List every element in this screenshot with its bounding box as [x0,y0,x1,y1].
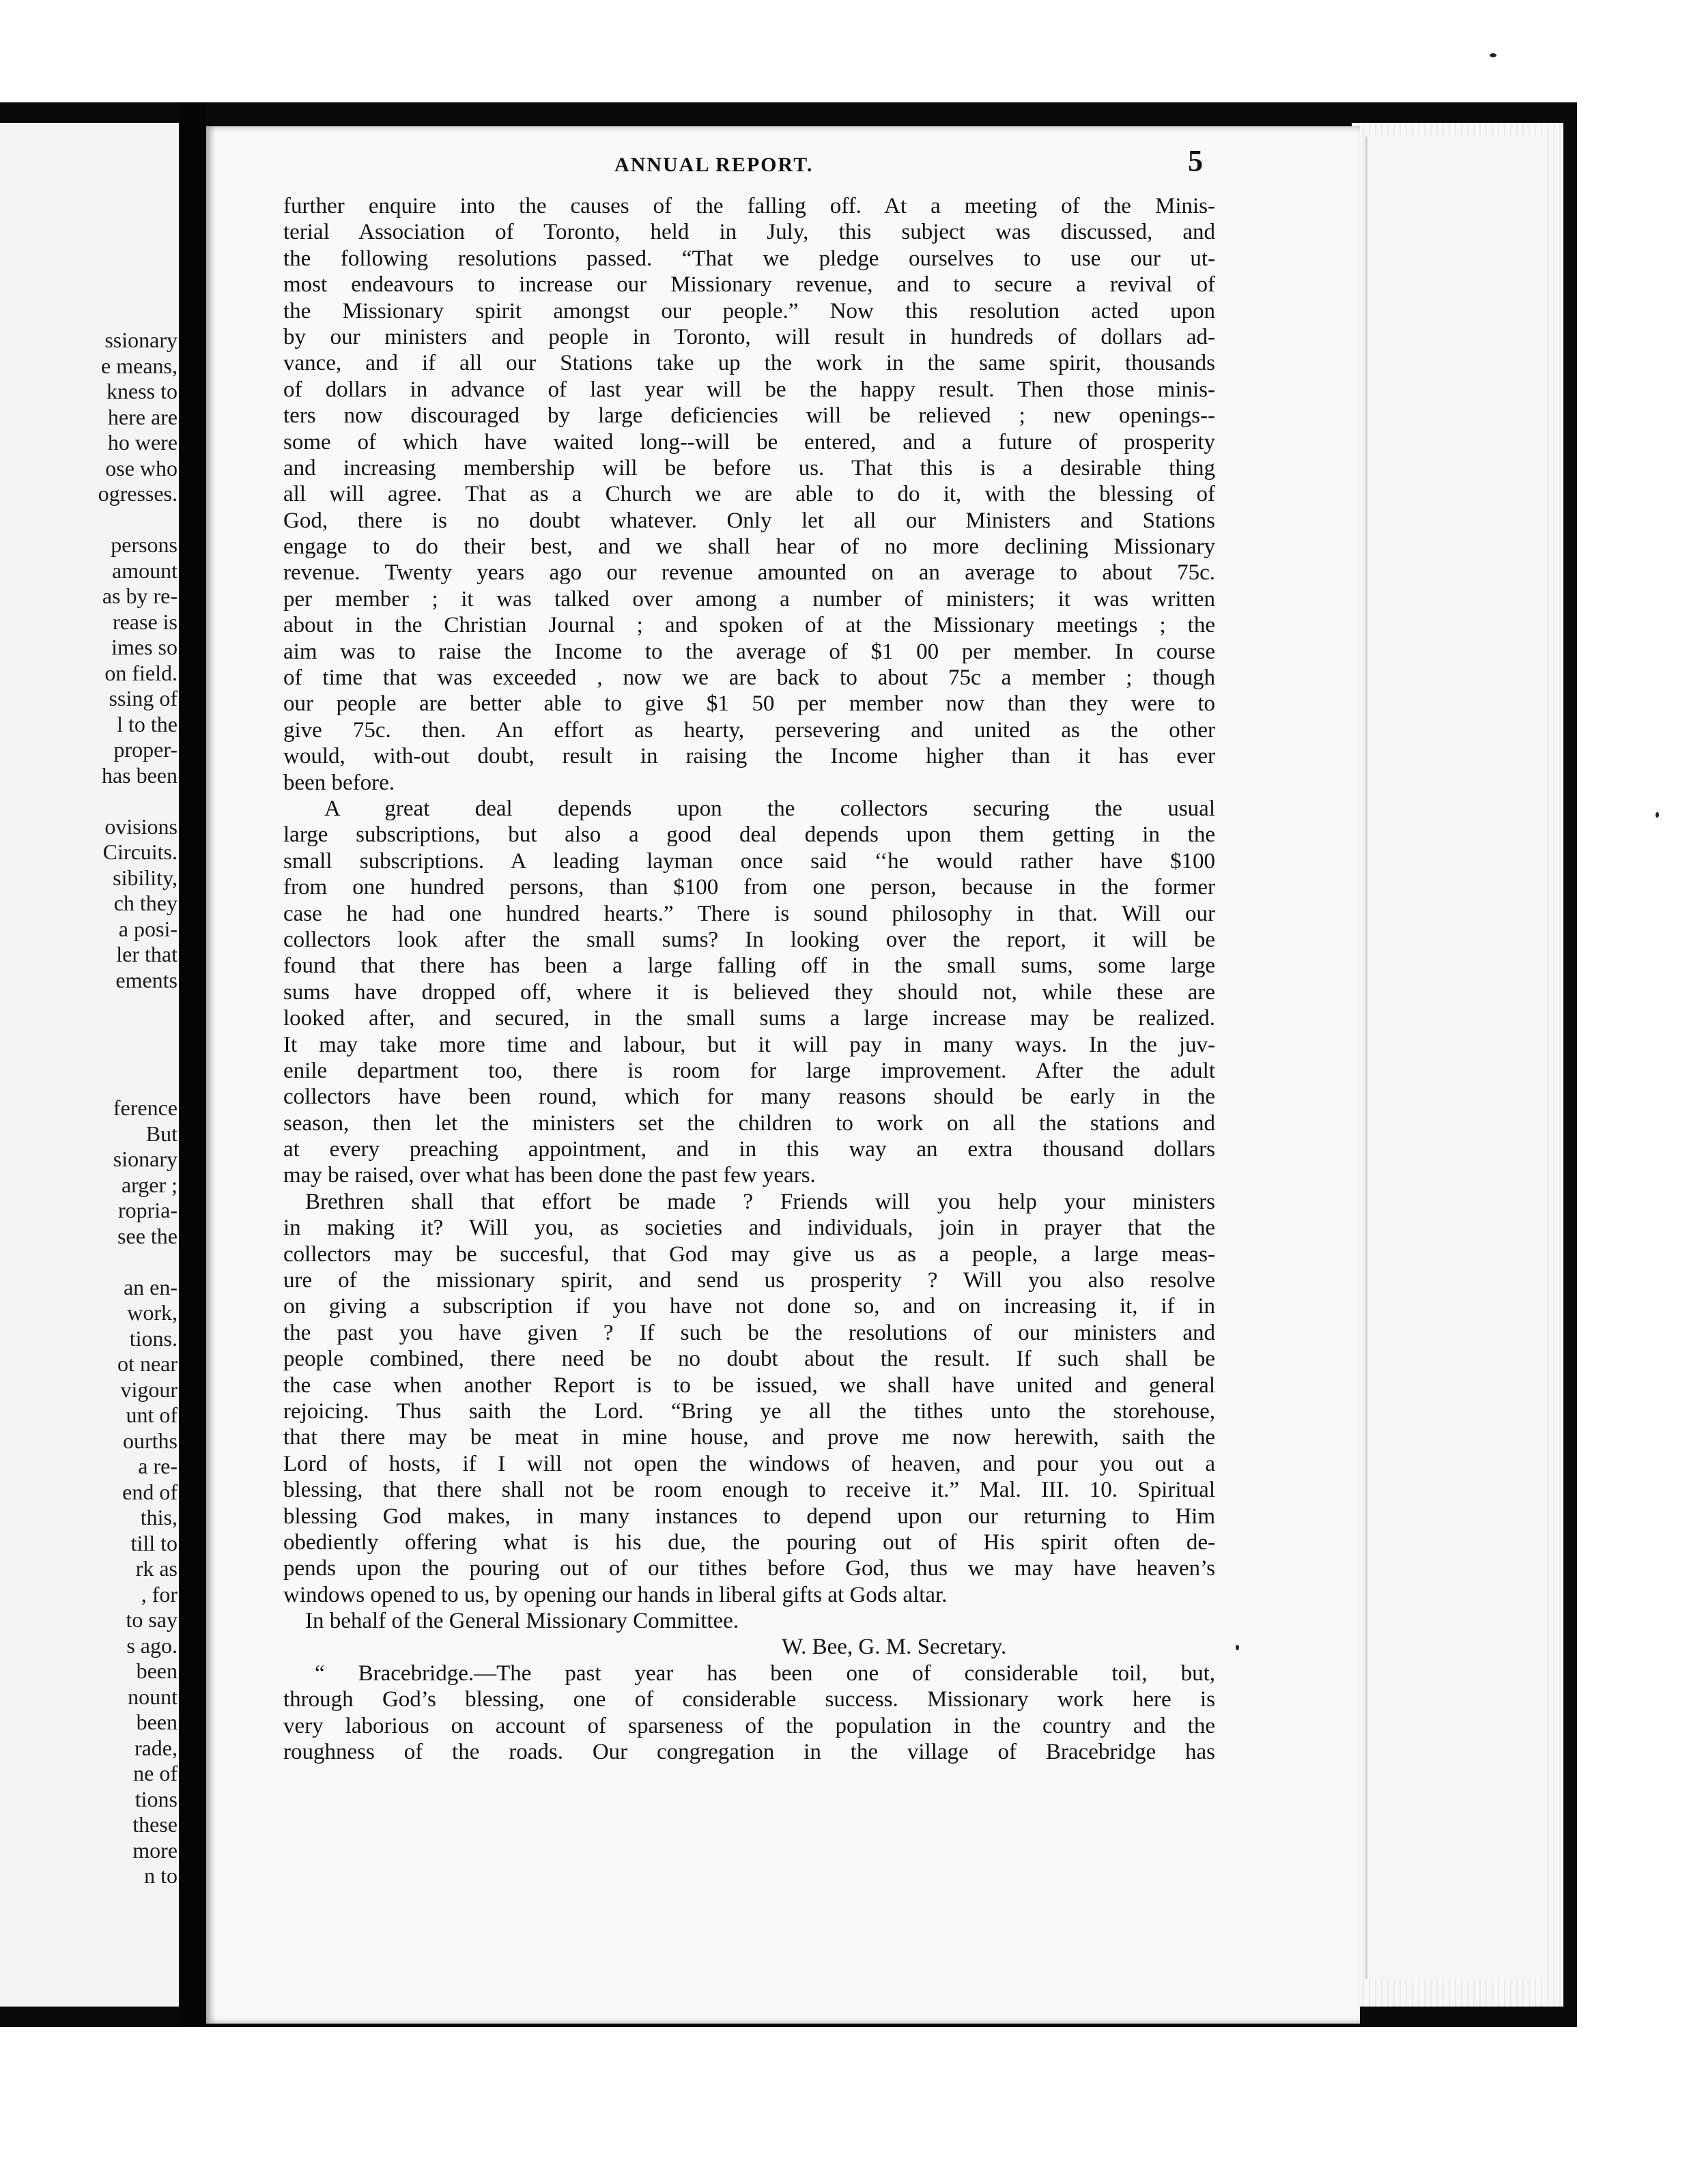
text-line: Brethren shall that effort be made ? Friends will you help your ministers [305,1189,1215,1214]
text-line: been before. [283,770,395,795]
left-page-fragment: ference [113,1095,178,1120]
text-line: through God’s blessing, one of considerable success. Missionary work here is [283,1687,1215,1712]
text-line: found that there has been a large falling off in the small sums, some large [283,953,1215,979]
left-page-fragment: these [132,1812,178,1837]
text-line: “ Bracebridge.—The past year has been one of considerable toil, but, [315,1661,1215,1686]
left-page-fragment: imes so [111,635,178,659]
left-page-fragment: to say [126,1607,178,1632]
text-line: on giving a subscription if you have not done so, and on increasing it, if in [283,1294,1215,1319]
left-page-fragment: ropria- [117,1198,178,1222]
signature-line: W. Bee, G. M. Secretary. [782,1635,1007,1660]
text-line: most endeavours to increase our Missionary revenue, and to secure a revival of [283,272,1215,298]
text-line: very laborious on account of sparseness of the population in the country and the [283,1713,1215,1738]
left-page-fragment: kness to [106,379,178,403]
left-page-fragment: as by re- [102,584,178,608]
left-page-fragment: rease is [112,609,178,634]
left-page-fragment: But [145,1121,178,1146]
left-page-fragment: proper- [113,737,178,762]
text-line: people combined, there need be no doubt about the result. If such shall be [283,1347,1215,1372]
text-line: by our ministers and people in Toronto, will result in hundreds of dollars ad- [283,324,1215,349]
left-page-fragment: more [132,1837,178,1863]
left-page-fragment: s ago. [126,1633,178,1658]
text-line: small subscriptions. A leading layman once said ‘‘he would rather have $100 [283,848,1215,874]
left-page-fragment: rade, [134,1735,178,1760]
left-page-fragment: ch they [113,891,178,915]
scan-speck [1656,812,1659,818]
left-page-fragment: an en- [123,1274,178,1299]
left-page-fragment: sibility, [113,865,178,890]
text-line: revenue. Twenty years ago our revenue amounted on an average to about 75c. [283,560,1215,586]
body-text [283,193,1215,1765]
text-line: In behalf of the General Missionary Committee. [305,1609,739,1634]
left-page-fragment: a posi- [118,916,178,941]
left-page-fragment: ne of [133,1761,178,1785]
left-page-fragment: ot near [117,1351,178,1376]
text-line: and increasing membership will be before us. That this is a desirable thing [283,455,1215,480]
text-line: all will agree. That as a Church we are able to do it, with the blessing of [283,482,1215,507]
left-page-fragment: ssionary [104,328,178,352]
left-page-fragment [0,507,178,533]
left-page-fragment: see the [117,1223,178,1248]
left-page-fragment [0,1249,178,1275]
left-page-fragment: ourths [123,1428,178,1453]
text-line: blessing, that there shall not be room enough to receive it.” Mal. III. 10. Spiritual [283,1478,1215,1503]
left-page-fragment: ho were [107,430,178,455]
scan-speck [1490,53,1496,57]
text-line: would, with-out doubt, result in raising the Income higher than it has ever [283,744,1215,769]
text-line: roughness of the roads. Our congregation in the village of Bracebridge has [283,1740,1215,1765]
left-page-fragment: ements [115,967,178,992]
text-line: of time that was exceeded , now we are back to about 75c a member ; though [283,665,1215,691]
text-line: further enquire into the causes of the falling off. At a meeting of the Minis- [283,194,1215,218]
left-page-fragment: ssing of [109,686,178,710]
text-line: may be raised, over what has been done the past few years. [283,1163,816,1188]
text-line: large subscriptions, but also a good deal depends upon them getting in the [283,822,1215,848]
left-page-fragment: n to [144,1863,178,1888]
left-page-fragment [0,788,178,814]
left-page-fragment: this, [140,1505,178,1529]
left-page-fragment: ler that [116,942,178,966]
left-page-fragment: tions [134,1786,178,1811]
text-line: terial Association of Toronto, held in July, this subject was discussed, and [283,220,1215,245]
text-line: the following resolutions passed. “That we pledge ourselves to use our ut- [283,246,1215,271]
left-page-fragment: amount [112,558,178,583]
text-line: It may take more time and labour, but it will pay in many ways. In the juv- [283,1032,1215,1057]
text-line: collectors look after the small sums? In looking over the report, it will be [283,927,1215,952]
text-line: that there may be meat in mine house, and prove me now herewith, saith the [283,1425,1215,1450]
text-line: looked after, and secured, in the small sums a large increase may be realized. [283,1006,1215,1031]
left-page-fragment [0,1070,178,1096]
book-gutter [179,102,206,2027]
left-page-fragment: on field. [104,660,178,685]
left-page-fragment: end of [122,1479,178,1504]
left-page-fragment: l to the [117,711,178,736]
text-line: God, there is no doubt whatever. Only let all our Ministers and Stations [283,508,1215,533]
text-line: aim was to raise the Income to the average of $1 00 per member. In course [283,639,1215,664]
text-line: from one hundred persons, than $100 from one person, because in the former [283,875,1215,900]
text-line: give 75c. then. An effort as hearty, persevering and united as the other [283,717,1215,743]
left-page-fragment: work, [127,1300,178,1325]
left-page-fragment: Circuits. [102,839,178,864]
left-page-fragment: nount [128,1684,178,1709]
text-line: A great deal depends upon the collectors securing the usual [324,796,1215,821]
left-page-fragment: , for [141,1581,178,1607]
left-page-fragment: arger ; [121,1172,178,1197]
text-line: case he had one hundred hearts.” There is sound philosophy in that. Will our [283,901,1215,926]
left-page-fragment: till to [130,1530,178,1555]
text-line: engage to do their best, and we shall hear of no more declining Missionary [283,534,1215,560]
running-head: ANNUAL REPORT. [614,154,814,176]
left-page-fragment: persons [111,532,178,557]
left-page-text [0,328,178,1889]
left-page-fragment: has been [101,762,178,788]
text-line: obediently offering what is his due, the pouring out of His spirit often de- [283,1529,1215,1555]
left-page [0,123,179,2007]
left-page-fragment [0,1019,178,1045]
text-line: about in the Christian Journal ; and spoken of at the Missionary meetings ; the [283,613,1215,638]
text-line: sums have dropped off, where it is believed they should not, while these are [283,979,1215,1005]
text-line: windows opened to us, by opening our hands in liberal gifts at Gods altar. [283,1582,948,1607]
text-line: of dollars in advance of last year will be the happy result. Then those minis- [283,377,1215,402]
left-page-fragment: a re- [138,1454,178,1478]
text-line: the case when another Report is to be issued, we shall have united and general [283,1373,1215,1398]
scan-speck [1236,1645,1239,1650]
text-line: ters now discouraged by large deficiencies will be relieved ; new openings-- [283,403,1215,429]
page-stack [1365,136,1545,1979]
left-page-fragment: been [136,1710,178,1734]
left-page-fragment: ose who [105,455,178,480]
page-number: 5 [1188,144,1203,177]
left-page-fragment: ogresses. [98,481,178,506]
text-line: some of which have waited long--will be entered, and a future of prosperity [283,429,1215,455]
left-page-fragment: unt of [126,1403,178,1427]
text-line: ure of the missionary spirit, and send us prosperity ? Will you also resolve [283,1268,1215,1293]
text-line: our people are better able to give $1 50 per member now than they were to [283,691,1215,717]
left-page-fragment: ovisions [104,814,178,839]
text-line: the past you have given ? If such be the resolutions of our ministers and [283,1320,1215,1345]
left-page-fragment: vigour [120,1377,178,1402]
text-line: season, then let the ministers set the children to work on all the stations and [283,1110,1215,1136]
text-line: collectors may be succesful, that God may give us as a people, a large meas- [283,1241,1215,1267]
text-line: enile department too, there is room for large improvement. After the adult [283,1058,1215,1083]
left-page-fragment: e means, [101,353,178,378]
text-line: the Missionary spirit amongst our people.” Now this resolution acted upon [283,298,1215,324]
text-line: per member ; it was talked over among a number of ministers; it was written [283,586,1215,612]
text-line: in making it? Will you, as societies and individuals, join in prayer that the [283,1216,1215,1241]
left-page-fragment: sionary [113,1147,178,1171]
left-page-fragment: tions. [129,1325,178,1351]
text-line: vance, and if all our Stations take up the work in the same spirit, thousands [283,351,1215,376]
text-line: collectors have been round, which for many reasons should be early in the [283,1084,1215,1110]
text-line: pends upon the pouring out of our tithes before God, thus we may have heaven’s [283,1556,1215,1581]
text-line: blessing God makes, in many instances to depend upon our returning to Him [283,1504,1215,1529]
left-page-fragment: rk as [135,1556,178,1581]
left-page-fragment: here are [107,404,178,429]
left-page-fragment [0,993,178,1019]
left-page-fragment [0,1044,178,1070]
text-line: at every preaching appointment, and in this way an extra thousand dollars [283,1137,1215,1162]
text-line: Lord of hosts, if I will not open the windows of heaven, and pour you out a [283,1451,1215,1476]
left-page-fragment: been [136,1658,178,1683]
text-line: rejoicing. Thus saith the Lord. “Bring ye all the tithes unto the storehouse, [283,1398,1215,1424]
